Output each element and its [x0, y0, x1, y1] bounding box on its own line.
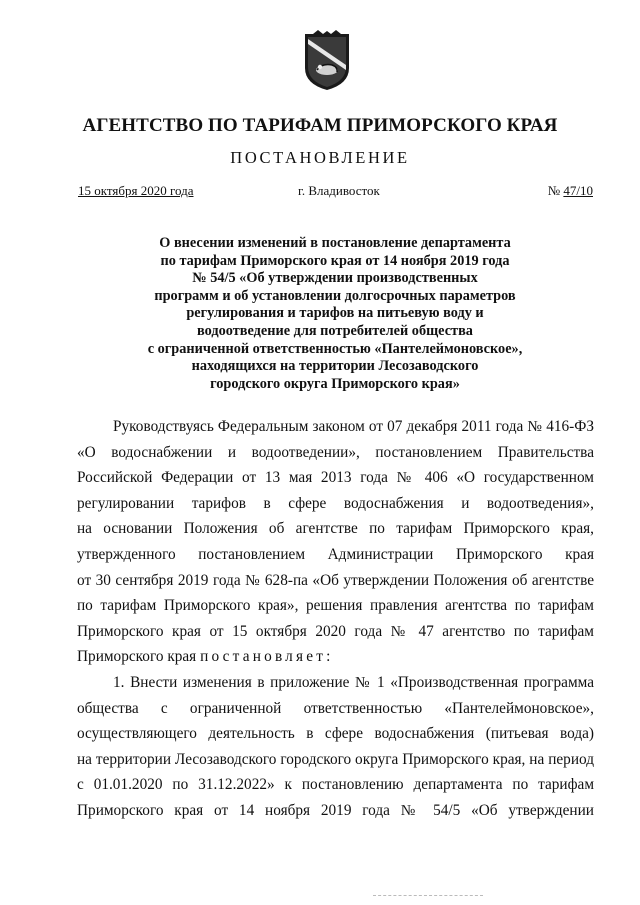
document-number: [548, 183, 593, 199]
title-line: программ и об установлении долгосрочных параметров: [154, 287, 516, 304]
title-line: по тарифам Приморского края от 14 ноября 2019 года: [160, 252, 510, 269]
body-line: с 01.01.2020 по 31.12.2022» к постановлению департамента по тарифам: [77, 776, 594, 794]
document-number-value: 47/10: [563, 183, 593, 198]
document-number-prefix: №: [547, 183, 564, 198]
body-line-last: [77, 644, 594, 670]
body-line: регулировании тарифов в сфере водоснабжения и водоотведения»,: [77, 494, 594, 512]
body-line: Приморского края от 14 ноября 2019 года № 54/5 «Об утверждении: [77, 801, 594, 819]
body-line: Приморского края от 15 октября 2020 года № 47 агентство по тарифам: [77, 622, 594, 640]
title-line: регулирования и тарифов на питьевую воду и: [186, 305, 484, 322]
body-line: Руководствуясь Федеральным законом от 07 декабря 2011 года № 416-ФЗ: [113, 418, 594, 435]
document-city: г. Владивосток: [298, 183, 380, 198]
title-line: № 54/5 «Об утверждении производственных: [192, 270, 478, 287]
document-title: [110, 235, 560, 393]
body-line: осуществляющего деятельность в сфере водоснабжения (питьевая вода): [77, 725, 594, 743]
body-line: по тарифам Приморского края», решения правления агентства по тарифам: [77, 597, 594, 615]
title-line: городского округа Приморского края»: [210, 375, 460, 392]
title-line: находящихся на территории Лесозаводского: [191, 358, 479, 375]
document-body: [77, 414, 594, 824]
body-line: общества с ограниченной ответственностью «Пантелеймоновское»,: [77, 699, 594, 717]
body-line: «О водоснабжении и водоотведении», постановлением Правительства: [77, 443, 594, 461]
body-line: от 30 сентября 2019 года № 628-па «Об утверждении Положения об агентстве: [77, 571, 594, 589]
scan-artifact-divider: [373, 895, 483, 898]
resolves-word: постановляет:: [200, 648, 334, 666]
coat-of-arms-emblem: [302, 30, 352, 92]
body-text: Приморского края: [77, 648, 201, 666]
body-line: 1. Внести изменения в приложение № 1 «Производственная программа: [113, 673, 594, 691]
body-line: утвержденного постановлением Администрации Приморского края: [77, 545, 594, 563]
title-line: с ограниченной ответственностью «Пантелеймоновское»,: [147, 340, 523, 357]
title-line: О внесении изменений в постановление департамента: [159, 235, 511, 251]
preamble-paragraph: [77, 414, 594, 670]
document-date: 15 октября 2020 года: [78, 183, 194, 198]
agency-name: АГЕНТСТВО ПО ТАРИФАМ ПРИМОРСКОГО КРАЯ: [82, 115, 558, 136]
document-meta-row: [78, 183, 593, 201]
body-line: Российской Федерации от 13 мая 2013 года № 406 «О государственном: [77, 469, 594, 487]
document-type: ПОСТАНОВЛЕНИЕ: [230, 148, 410, 167]
body-line: на основании Положения об агентстве по тарифам Приморского края,: [77, 520, 594, 538]
title-line: водоотведение для потребителей общества: [197, 322, 473, 339]
body-line: на территории Лесозаводского городского округа Приморского края, на период: [77, 750, 594, 768]
item-1-paragraph: [77, 670, 594, 824]
